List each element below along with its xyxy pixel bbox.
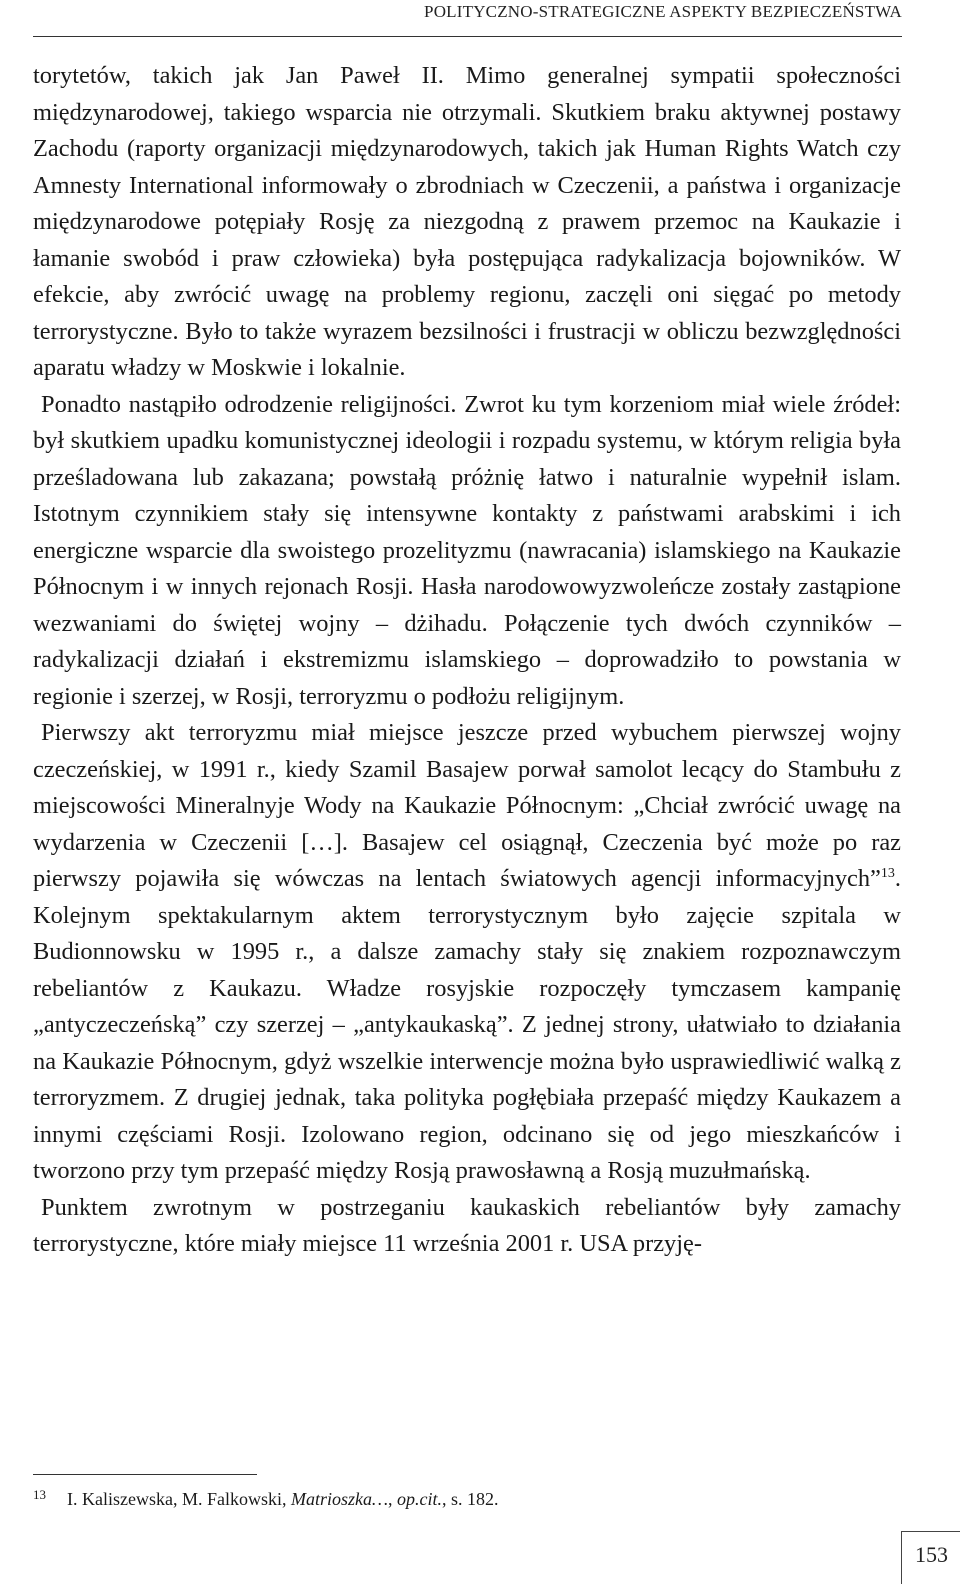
- footnote-reference[interactable]: 13: [880, 865, 895, 881]
- paragraph-1: torytetów, takich jak Jan Paweł II. Mimo generalnej sympatii społeczności międzynarodowej, takiego wsparcia nie otrzymali. Skutkiem braku aktywnej postawy Zachodu (raporty organizacji międzynarodowych, takich jak Human Rights Watch czy Amnesty International informowały o zbrodniach w Czeczenii, a państwa i organizacje międzynarodowe potępiały Rosję za niezgodną z prawem przemoc na Kaukazie i łamanie swobód i praw człowieka) była postępująca radykalizacja bojowników. W efekcie, aby zwrócić uwagę na problemy regionu, zaczęli oni sięgać po metody terrorystyczne. Było to także wyrazem bezsilności i frustracji w obliczu bezwzględności aparatu władzy w Moskwie i lokalnie.: [33, 62, 901, 381]
- header-rule: [33, 36, 902, 37]
- footnote-separator: ,: [388, 1489, 397, 1509]
- running-header: POLITYCZNO-STRATEGICZNE ASPEKTY BEZPIECZEŃSTWA: [424, 2, 902, 21]
- paragraph-3: [33, 715, 901, 1190]
- footnote-page: , s. 182.: [442, 1489, 499, 1509]
- paragraph-3-part-1: Pierwszy akt terroryzmu miał miejsce jeszcze przed wybuchem pierwszej wojny czeczeńskiej, w 1991 r., kiedy Szamil Basajew porwał samolot lecący do Stambułu z miejscowości Mineralnyje Wody na Kaukazie Północnym: „Chciał zwrócić uwagę na wydarzenia w Czeczenii […]. Basajew cel osiągnął, Czeczenia być może po raz pierwszy pojawiła się wówczas na lentach światowych agencji informacyjnych”: [33, 719, 901, 892]
- paragraph-4: Punktem zwrotnym w postrzeganiu kaukaskich rebeliantów były zamachy terrorystyczne, które miały miejsce 11 września 2001 r. USA przyję-: [33, 1193, 901, 1257]
- footnote-authors: I. Kaliszewska, M. Falkowski,: [67, 1489, 291, 1509]
- body-text: [33, 58, 901, 1263]
- page-number: 153: [915, 1542, 948, 1567]
- paragraph-3-part-2: . Kolejnym spektakularnym aktem terrorystycznym było zajęcie szpitala w Budionnowsku w 1995 r., a dalsze zamachy stały się znakiem rozpoznawczym rebeliantów z Kaukazu. Władze rosyjskie rozpoczęły tymczasem kampanię „antyczeczeńską” czy szerzej – „antykaukaską”. Z jednej strony, ułatwiało to działania na Kaukazie Północnym, gdyż wszelkie interwencje można było usprawiedliwić walką z terroryzmem. Z drugiej jednak, taka polityka pogłębiała przepaść między Kaukazem a innymi częściami Rosji. Izolowano region, odcinano się od jego mieszkańców i tworzono przy tym przepaść między Rosją prawosławną a Rosją muzułmańską.: [33, 865, 901, 1184]
- footnote-title: Matrioszka…: [290, 1489, 388, 1509]
- footnote-opcit: op.cit.: [397, 1489, 442, 1509]
- footnote-number: 13: [33, 1487, 46, 1502]
- footnote-rule: [33, 1474, 257, 1475]
- footnote: [33, 1487, 901, 1511]
- paragraph-2: Ponadto nastąpiło odrodzenie religijności. Zwrot ku tym korzeniom miał wiele źródeł: był skutkiem upadku komunistycznej ideologii i rozpadu systemu, w którym religia była prześladowana lub zakazana; powstałą próżnię łatwo i naturalnie wypełnił islam. Istotnym czynnikiem stały się intensywne kontakty z państwami arabskimi i ich energiczne wsparcie dla swoistego prozelityzmu (nawracania) islamskiego na Kaukazie Północnym i w innych rejonach Rosji. Hasła narodowowyzwoleńcze zostały zastąpione wezwaniami do świętej wojny – dżihadu. Połączenie tych dwóch czynników – radykalizacji działań i ekstremizmu islamskiego – doprowadziło to powstania w regionie i szerzej, w Rosji, terroryzmu o podłożu religijnym.: [33, 390, 901, 710]
